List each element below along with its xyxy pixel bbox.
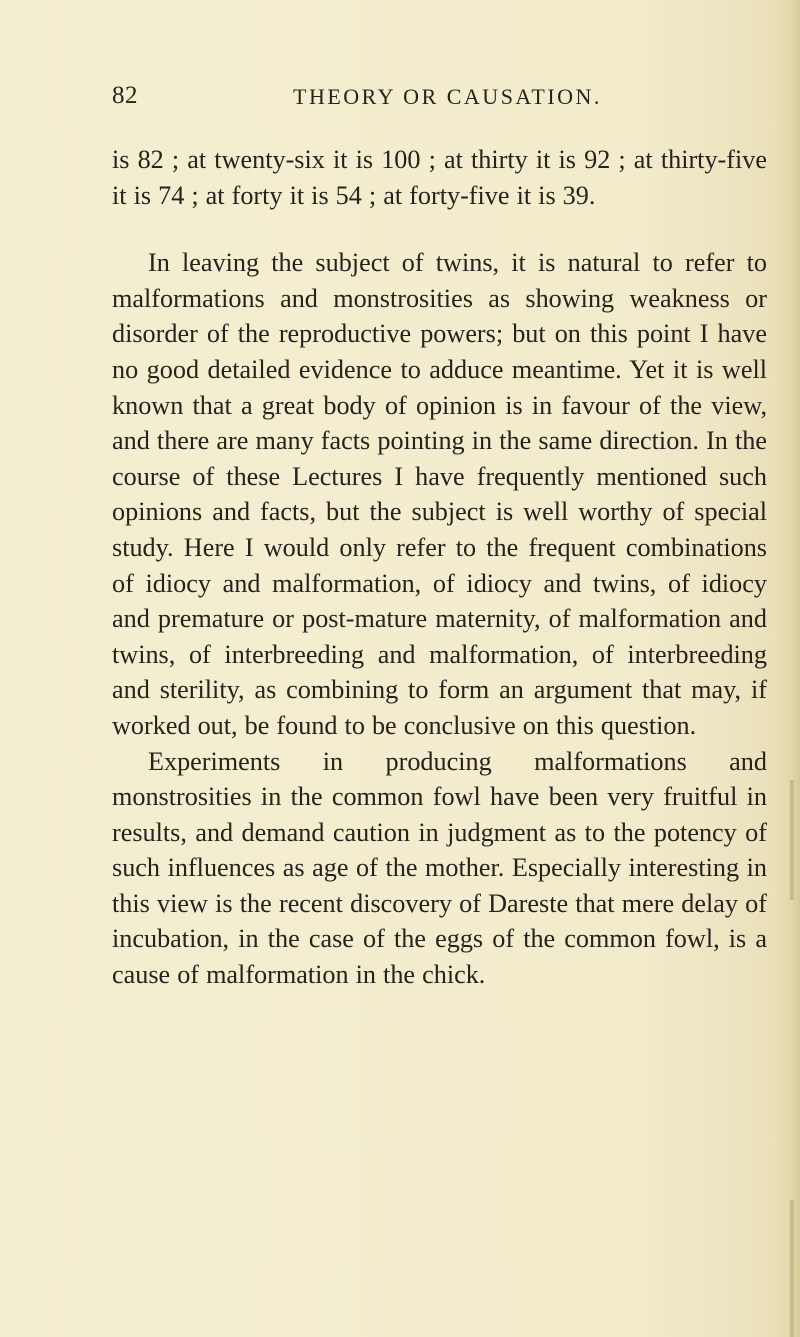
page-edge-shadow	[778, 0, 800, 1337]
paragraph: In leaving the subject of twins, it is natural to refer to malformations and monstrosities as showing weakness or disorder of the reproductive powers; but on this point I have no good detailed evidence to adduce meantime. Yet it is well known that a great body of opinion is in favour of the view, and there are many facts pointing in the same direction. In the course of these Lectures I have frequently mentioned such opinions and facts, but the subject is well worthy of special study. Here I would only refer to the frequent combinations of idiocy and malformation, of idiocy and twins, of idiocy and premature or post-mature maternity, of malformation and twins, of interbreeding and malformation, of interbreeding and sterility, as combining to form an argument that may, if worked out, be found to be conclusive on this question.	[112, 248, 767, 740]
page-header	[0, 82, 800, 122]
paragraph-continuation: is 82 ; at twenty-six it is 100 ; at thirty it is 92 ; at thirty-five it is 74 ; at forty it is 54 ; at forty-five it is 39.	[112, 145, 767, 210]
body-text	[112, 142, 767, 993]
page-number: 82	[112, 82, 138, 109]
page-edge-discoloration	[790, 1200, 794, 1337]
paragraph: Experiments in producing malformations and monstrosities in the common fowl have been very fruitful in results, and demand caution in judgment as to the potency of such influences as age of the mother. Especially interesting in this view is the recent discovery of Dareste that mere delay of incubation, in the case of the eggs of the common fowl, is a cause of malformation in the chick.	[112, 746, 767, 990]
page-edge-discoloration	[790, 780, 794, 900]
running-head: THEORY OR CAUSATION.	[293, 84, 602, 109]
